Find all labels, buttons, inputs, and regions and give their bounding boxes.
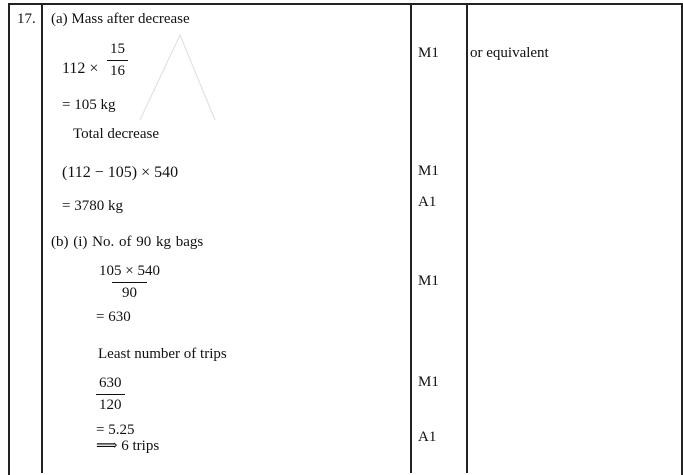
part-b-label: (b) (i) No. of 90 kg bags xyxy=(51,234,204,250)
part-b-step2-fraction xyxy=(96,376,125,413)
part-a-label: (a) Mass after decrease xyxy=(51,11,190,27)
fraction-numerator: 105 × 540 xyxy=(99,263,160,279)
part-b-step2-mark: M1 xyxy=(418,374,439,390)
part-a-step1-remark: or equivalent xyxy=(470,45,549,61)
part-a-step1-mark: M1 xyxy=(418,45,439,61)
fraction-denominator: 16 xyxy=(107,60,128,79)
part-a-total-label: Total decrease xyxy=(73,126,159,142)
fraction-numerator: 15 xyxy=(110,41,125,57)
part-a-step1-prefix: 112 × xyxy=(62,60,99,77)
fraction-numerator: 630 xyxy=(99,375,122,391)
fraction-denominator: 120 xyxy=(96,394,125,413)
part-a-step1-fraction xyxy=(107,42,128,79)
part-a-step2-mark: M1 xyxy=(418,163,439,179)
part-b-step1-mark: M1 xyxy=(418,273,439,289)
part-b-result2: = 5.25 xyxy=(96,422,135,438)
part-a-result1: = 105 kg xyxy=(62,97,116,113)
part-a-result2-mark: A1 xyxy=(418,194,437,210)
part-a-result2: = 3780 kg xyxy=(62,198,123,214)
part-b-result1: = 630 xyxy=(96,309,131,325)
column-divider-number xyxy=(41,3,43,473)
fraction-denominator: 90 xyxy=(112,282,147,301)
part-b-result3: ⟹ 6 trips xyxy=(96,438,160,454)
column-divider-remark xyxy=(466,3,468,473)
part-b-step1-fraction xyxy=(96,264,163,301)
column-divider-mark xyxy=(410,3,412,473)
part-b-result-mark: A1 xyxy=(418,429,437,445)
question-number: 17. xyxy=(17,11,36,27)
part-b-trips-label: Least number of trips xyxy=(98,346,227,362)
part-a-step2: (112 − 105) × 540 xyxy=(62,164,179,181)
